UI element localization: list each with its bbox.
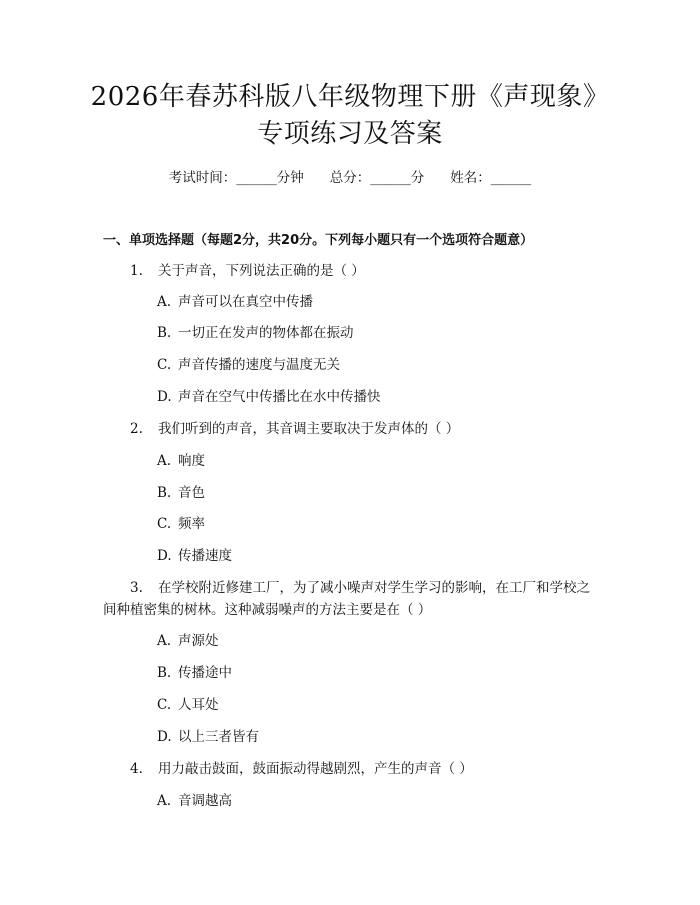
option-4a xyxy=(157,791,232,811)
option-letter: B. xyxy=(157,325,172,341)
question-text-line-2: 间种植密集的树林。这种减弱噪声的方法主要是在（ ） xyxy=(103,602,432,618)
section-heading: 一、单项选择题（每题2分，共20分。下列每小题只有一个选项符合题意） xyxy=(103,233,534,248)
option-text: 以上三者皆有 xyxy=(178,729,259,745)
option-text: 声音在空气中传播比在水中传播快 xyxy=(178,389,381,405)
exam-time-field: 考试时间：______分钟 xyxy=(168,170,304,186)
option-2a xyxy=(157,451,205,471)
option-1b xyxy=(157,323,354,343)
option-letter: B. xyxy=(157,485,172,501)
option-letter: D. xyxy=(157,548,172,564)
option-text: 声源处 xyxy=(178,633,219,649)
option-2b xyxy=(157,483,205,503)
exam-info xyxy=(0,168,700,188)
total-score-field: 总分：______分 xyxy=(329,170,425,186)
page-title-line-2: 专项练习及答案 xyxy=(257,119,443,149)
option-2c xyxy=(157,514,205,534)
page-title-line-1: 2026年春苏科版八年级物理下册《声现象》 xyxy=(90,82,610,112)
question-1 xyxy=(130,261,365,281)
option-text: 声音传播的速度与温度无关 xyxy=(178,357,340,373)
question-number: 4. xyxy=(130,761,143,777)
question-3-continued xyxy=(103,600,431,620)
question-text: 我们听到的声音，其音调主要取决于发声体的（ ） xyxy=(158,421,460,437)
question-number: 1. xyxy=(130,263,143,279)
option-3d xyxy=(157,727,259,747)
option-letter: A. xyxy=(157,453,172,469)
question-number: 2. xyxy=(130,421,143,437)
name-field: 姓名：______ xyxy=(450,170,532,186)
option-3b xyxy=(157,663,232,683)
question-3 xyxy=(130,578,590,598)
option-letter: A. xyxy=(157,294,172,310)
option-text: 响度 xyxy=(178,453,205,469)
option-2d xyxy=(157,546,232,566)
option-letter: D. xyxy=(157,729,172,745)
option-1c xyxy=(157,355,340,375)
question-text: 用力敲击鼓面，鼓面振动得越剧烈，产生的声音（ ） xyxy=(158,761,473,777)
question-text: 关于声音，下列说法正确的是（ ） xyxy=(158,263,365,279)
option-letter: D. xyxy=(157,389,172,405)
option-text: 人耳处 xyxy=(178,697,219,713)
option-text: 一切正在发声的物体都在振动 xyxy=(178,325,354,341)
option-3a xyxy=(157,631,219,651)
option-text: 音调越高 xyxy=(178,793,232,809)
option-1a xyxy=(157,292,313,312)
question-number: 3. xyxy=(130,580,143,596)
option-text: 传播途中 xyxy=(178,665,232,681)
option-text: 音色 xyxy=(178,485,205,501)
option-text: 声音可以在真空中传播 xyxy=(178,294,313,310)
question-text-line-1: 在学校附近修建工厂，为了减小噪声对学生学习的影响，在工厂和学校之 xyxy=(158,580,590,596)
option-1d xyxy=(157,387,381,407)
option-letter: B. xyxy=(157,665,172,681)
option-letter: C. xyxy=(157,516,172,532)
option-text: 频率 xyxy=(178,516,205,532)
question-4 xyxy=(130,759,473,779)
option-text: 传播速度 xyxy=(178,548,232,564)
option-letter: A. xyxy=(157,633,172,649)
option-3c xyxy=(157,695,219,715)
option-letter: C. xyxy=(157,357,172,373)
option-letter: C. xyxy=(157,697,172,713)
question-2 xyxy=(130,419,459,439)
option-letter: A. xyxy=(157,793,172,809)
